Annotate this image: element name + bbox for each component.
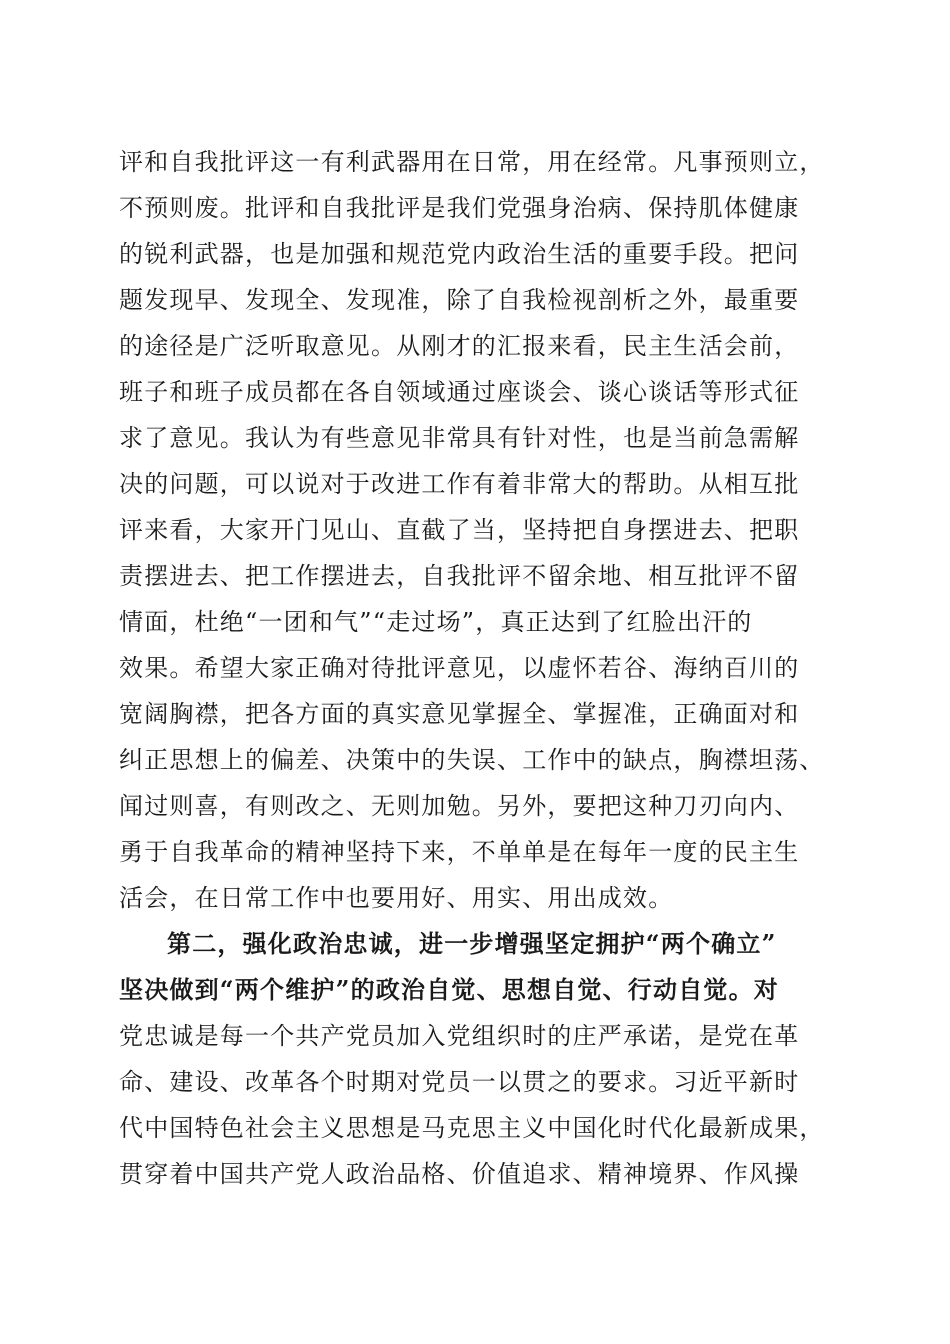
text-line: 闻过则喜，有则改之、无则加勉。另外，要把这种刀刃向内、: [119, 792, 800, 820]
text-line: 的锐利武器，也是加强和规范党内政治生活的重要手段。把问: [119, 240, 800, 268]
text-line: 情面，杜绝“一团和气”“走过场”，真正达到了红脸出汗的: [119, 608, 753, 636]
body-text: [119, 139, 839, 1197]
text-line: 求了意见。我认为有些意见非常具有针对性，也是当前急需解: [119, 424, 800, 452]
section-heading-line: 第二，强化政治忠诚，进一步增强坚定拥护“两个确立”: [167, 929, 777, 958]
text-line: 勇于自我革命的精神坚持下来，不单单是在每年一度的民主生: [119, 838, 800, 866]
text-line: 党忠诚是每一个共产党员加入党组织时的庄严承诺，是党在革: [119, 1022, 800, 1050]
text-line: 纠正思想上的偏差、决策中的失误、工作中的缺点，胸襟坦荡、: [119, 746, 825, 774]
text-line: 评来看，大家开门见山、直截了当，坚持把自身摆进去、把职: [119, 516, 800, 544]
text-line: 代中国特色社会主义思想是马克思主义中国化时代化最新成果，: [119, 1114, 825, 1142]
section-heading-line: 坚决做到“两个维护”的政治自觉、思想自觉、行动自觉。对: [119, 975, 780, 1004]
text-line: 命、建设、改革各个时期对党员一以贯之的要求。习近平新时: [119, 1068, 800, 1096]
text-line: 评和自我批评这一有利武器用在日常，用在经常。凡事预则立，: [119, 148, 825, 176]
text-line: 贯穿着中国共产党人政治品格、价值追求、精神境界、作风操: [119, 1160, 800, 1188]
text-line: 效果。希望大家正确对待批评意见，以虚怀若谷、海纳百川的: [119, 654, 800, 682]
text-line: 决的问题，可以说对于改进工作有着非常大的帮助。从相互批: [119, 470, 800, 498]
text-line: 不预则废。批评和自我批评是我们党强身治病、保持肌体健康: [119, 194, 800, 222]
text-line: 活会，在日常工作中也要用好、用实、用出成效。: [119, 884, 674, 912]
text-line: 责摆进去、把工作摆进去，自我批评不留余地、相互批评不留: [119, 562, 800, 590]
text-line: 的途径是广泛听取意见。从刚才的汇报来看，民主生活会前，: [119, 332, 800, 360]
text-line: 宽阔胸襟，把各方面的真实意见掌握全、掌握准，正确面对和: [119, 700, 800, 728]
text-line: 题发现早、发现全、发现准，除了自我检视剖析之外，最重要: [119, 286, 800, 314]
text-line: 班子和班子成员都在各自领域通过座谈会、谈心谈话等形式征: [119, 378, 800, 406]
